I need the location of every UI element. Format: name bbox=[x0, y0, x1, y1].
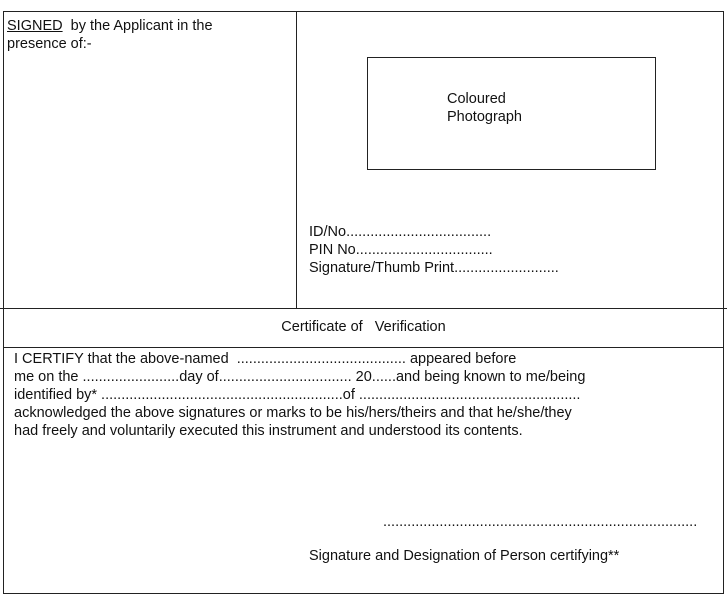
certifier-signature-label: Signature and Designation of Person certifying** bbox=[309, 548, 620, 564]
certificate-line: had freely and voluntarily executed this instrument and understood its contents. bbox=[14, 423, 523, 439]
pin-no-field: PIN No.................................. bbox=[309, 242, 493, 258]
signed-by-applicant bbox=[7, 17, 287, 53]
certificate-body bbox=[14, 350, 714, 440]
certificate-line: identified by* ............................................................of ....................................................... bbox=[14, 387, 581, 403]
photograph-label-line1: Coloured bbox=[447, 91, 506, 107]
signature-thumb-field: Signature/Thumb Print.......................... bbox=[309, 260, 559, 276]
column-divider bbox=[296, 11, 297, 308]
id-no-field: ID/No.................................... bbox=[309, 224, 492, 240]
certificate-line: I CERTIFY that the above-named .......................................... appeared before bbox=[14, 351, 517, 367]
signed-heading: SIGNED bbox=[7, 18, 63, 34]
photograph-label-line2: Photograph bbox=[447, 109, 522, 125]
certificate-title: Certificate of Verification bbox=[281, 319, 446, 335]
section-divider-bottom bbox=[3, 347, 724, 348]
signed-text: by the Applicant in the bbox=[62, 18, 213, 34]
certifier-signature-line: .............................................................................. bbox=[383, 514, 698, 530]
certificate-line: acknowledged the above signatures or marks to be his/hers/theirs and that he/she/they bbox=[14, 405, 572, 421]
section-divider-top bbox=[0, 308, 727, 309]
signed-presence: presence of:- bbox=[7, 36, 92, 52]
certificate-line: me on the ........................day of................................. 20......and being known to me/being bbox=[14, 369, 586, 385]
photograph-box bbox=[367, 57, 656, 170]
applicant-id-block bbox=[309, 223, 559, 277]
